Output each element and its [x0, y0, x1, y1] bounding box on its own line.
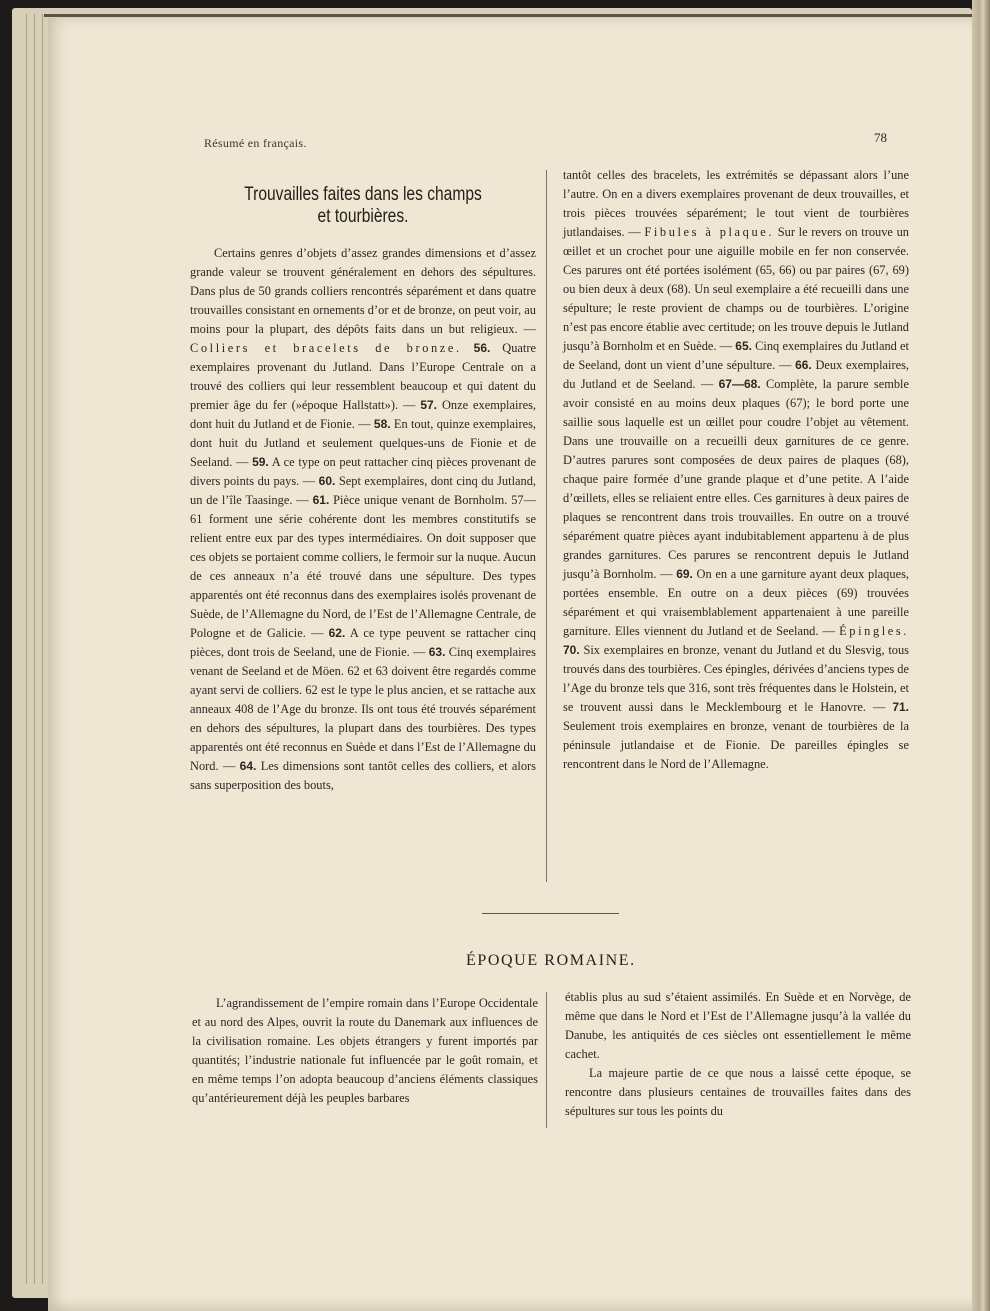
- entry-number: 56.: [473, 341, 491, 355]
- page-right-edge: [972, 0, 990, 1311]
- text-run: Pièce unique venant de Bornholm. 57—61 forment une série cohérente dont les membres constitutifs se relient entre eux par des types intermédiaires. On doit supposer que ces objets se portaient comme colliers, le fermoir sur la nuque. Aucun de ces anneaux n’a été trouvé dans une sépulture. Des types apparentés ont été reconnus dans des exemplaires isolés provenant de Suède, de l’Allemagne du Nord, de l’Est de l’Allemagne Centrale, de Pologne et de Galicie. —: [190, 493, 536, 640]
- entry-number: 63.: [428, 645, 446, 659]
- page-stack: [28, 14, 35, 1284]
- text-run: En tout, quinze exemplaires, dont huit du Jutland et seulement quelques-uns de Fionie et de Seeland. —: [190, 417, 537, 469]
- entry-number: 67—68.: [718, 377, 761, 391]
- text-run: Quatre exemplaires provenant du Jutland. Dans l’Europe Centrale on a trouvé des colliers qui leur ressemblent beaucoup et qui datent du premier âge du fer (»époque Hallstatt»). —: [190, 341, 536, 412]
- paragraph: établis plus au sud s’étaient assimilés. En Suède et en Norvège, de même que dans le Nord et l’Est de l’Allemagne jusqu’à la vallée du Danube, les antiquités de ces siècles ont essentiellement le même cachet.: [565, 990, 911, 1061]
- page-stack: [36, 14, 43, 1284]
- entry-number: 64.: [239, 759, 257, 773]
- section-title: [221, 184, 505, 228]
- text-run: Cinq exemplaires du Jutland et de Seeland, dont un vient d’une sépulture. —: [563, 339, 909, 372]
- entry-number: 66.: [795, 358, 812, 372]
- text-run: Sept exemplaires, dont cinq du Jutland, un de l’île Taasinge. —: [190, 474, 536, 507]
- epoch-title: ÉPOQUE ROMAINE.: [466, 952, 636, 969]
- entry-number: 69.: [676, 567, 693, 581]
- left-column-bottom-text: [192, 994, 538, 1108]
- left-column-text: [190, 244, 536, 795]
- spaced-heading: Épingles.: [839, 624, 909, 638]
- text-run: Complète, la parure semble avoir consisté en au moins deux plaques (67); le bord porte une saillie sous laquelle est un œillet pour coudre l’objet au vêtement. Dans une trouvaille on a recueilli deux garnitures de ce genre. D’autres parures sont composées de deux paires de plaques (68), chaque paire formée d’une grande plaque et d’une petite. A l’aide d’œillets, elles se reliaient entre elles. Ces garnitures à deux paires de plaques se rencontrent dans trois trouvailles. En outre on a trouvé séparément quatre pièces ayant indubitablement appartenu à de plus grandes garnitures. Ces parures se rencontrent depuis le Jutland jusqu’à Bornholm. —: [563, 377, 909, 581]
- page-stack: [20, 14, 27, 1284]
- paragraph: L’agrandissement de l’empire romain dans l’Europe Occidentale et au nord des Alpes, ouvrit la route du Danemark aux influences de la civilisation romaine. Les objets étrangers y furent importés par quantités; l’industrie nationale fut influencée par le goût romain, et en même temps l’on adopta beaucoup d’anciens éléments classiques qu’antérieurement déjà les peuples barbares: [192, 996, 538, 1105]
- text-run: Deux exemplaires, du Jutland et de Seeland. —: [563, 358, 909, 391]
- entry-number: 70.: [563, 643, 580, 657]
- text-run: Les dimensions sont tantôt celles des colliers, et alors sans superposition des bouts,: [190, 759, 536, 792]
- running-head: Résumé en français.: [204, 136, 307, 150]
- spaced-heading: Fibules à plaque.: [644, 225, 775, 239]
- text-run: On en a une garniture ayant deux plaques, portées ensemble. En outre on a deux pièces (69) trouvées séparément et qui vraisemblablement appartenaient à une pareille garniture. Elles viennent du Jutland et de Seeland. —: [563, 567, 909, 638]
- entry-number: 65.: [735, 339, 752, 353]
- text-run: Sur le revers on trouve un œillet et un crochet pour une aiguille mobile en fer non conservée. Ces parures ont été portées isolément (65, 66) ou par paires (67, 69) ou bien deux à deux (68). Un seul exemplaire a été recueilli dans une sépulture; le reste provient de champs ou de tourbières. L’origine n’est pas encore établie avec certitude; on les trouve depuis le Jutland jusqu’à Bornholm et en Suède. —: [563, 225, 909, 353]
- column-divider: [546, 992, 547, 1128]
- column-divider: [546, 170, 547, 882]
- text-run: A ce type on peut rattacher cinq pièces provenant de divers points du pays. —: [190, 455, 536, 488]
- text-run: Cinq exemplaires venant de Seeland et de Möen. 62 et 63 doivent être regardés comme ayant servi de colliers. 62 est le type le plus ancien, et se rattache aux anneaux 408 de l’Age du bronze. Ils ont tous été trouvés séparément en dehors des sépultures, la plupart dans des tourbières. Des types apparentés ont été reconnus en Suède et dans l’Est de l’Allemagne du Nord. —: [190, 645, 536, 773]
- section-title-line-2: et tourbières.: [317, 206, 409, 227]
- text-run: Seulement trois exemplaires en bronze, venant de tourbières de la péninsule jutlandaise et de Fionie. De pareilles épingles se rencontrent dans le Nord de l’Allemagne.: [563, 719, 909, 771]
- entry-number: 61.: [312, 493, 330, 507]
- text-run: Six exemplaires en bronze, venant du Jutland et du Slesvig, tous trouvés dans des tourbières. Ces épingles, dérivées d’anciens types de l’Age du bronze tels que 316, sont très fréquentes dans le Holstein, et se trouvent aussi dans le Mecklembourg et le Hanovre. —: [563, 643, 909, 714]
- text-run: [462, 341, 474, 355]
- text-run: A ce type peuvent se rattacher cinq pièces, dont trois de Seeland, une de Fionie. —: [190, 626, 536, 659]
- right-column-text: [563, 166, 909, 774]
- right-column-bottom-text: [565, 988, 911, 1121]
- page-top-edge: [44, 14, 984, 17]
- page-number: 78: [874, 130, 887, 145]
- section-title-line-1: Trouvailles faites dans les champs: [244, 184, 482, 205]
- paragraph: [190, 244, 536, 795]
- text-run: tantôt celles des bracelets, les extrémités se dépassant alors l’une l’autre. On en a divers exemplaires provenant de deux trouvailles, et trois pièces trouvées séparément; le tout vient de tourbières jutlandaises. —: [563, 168, 909, 239]
- text-run: Certains genres d’objets d’assez grandes dimensions et d’assez grande valeur se trouvent généralement en dehors des sépultures. Dans plus de 50 grands colliers rencontrés séparément et dans quatre trouvailles consistant en ornements d’or et de bronze, on peut voir, au moins pour la plupart, des dépôts faits dans un but religieux. —: [190, 246, 536, 336]
- entry-number: 59.: [252, 455, 269, 469]
- entry-number: 58.: [373, 417, 391, 431]
- entry-number: 60.: [318, 474, 336, 488]
- entry-number: 62.: [328, 626, 346, 640]
- text-run: Onze exemplaires, dont huit du Jutland et de Fionie. —: [190, 398, 536, 431]
- paragraph: La majeure partie de ce que nous a laissé cette époque, se rencontre dans plusieurs centaines de trouvailles faites dans des sépultures sur tous les points du: [565, 1066, 911, 1118]
- entry-number: 57.: [420, 398, 438, 412]
- paragraph: [563, 166, 909, 774]
- spaced-heading: Colliers et bracelets de bronze.: [190, 341, 462, 355]
- entry-number: 71.: [892, 700, 909, 714]
- section-rule: [482, 913, 619, 914]
